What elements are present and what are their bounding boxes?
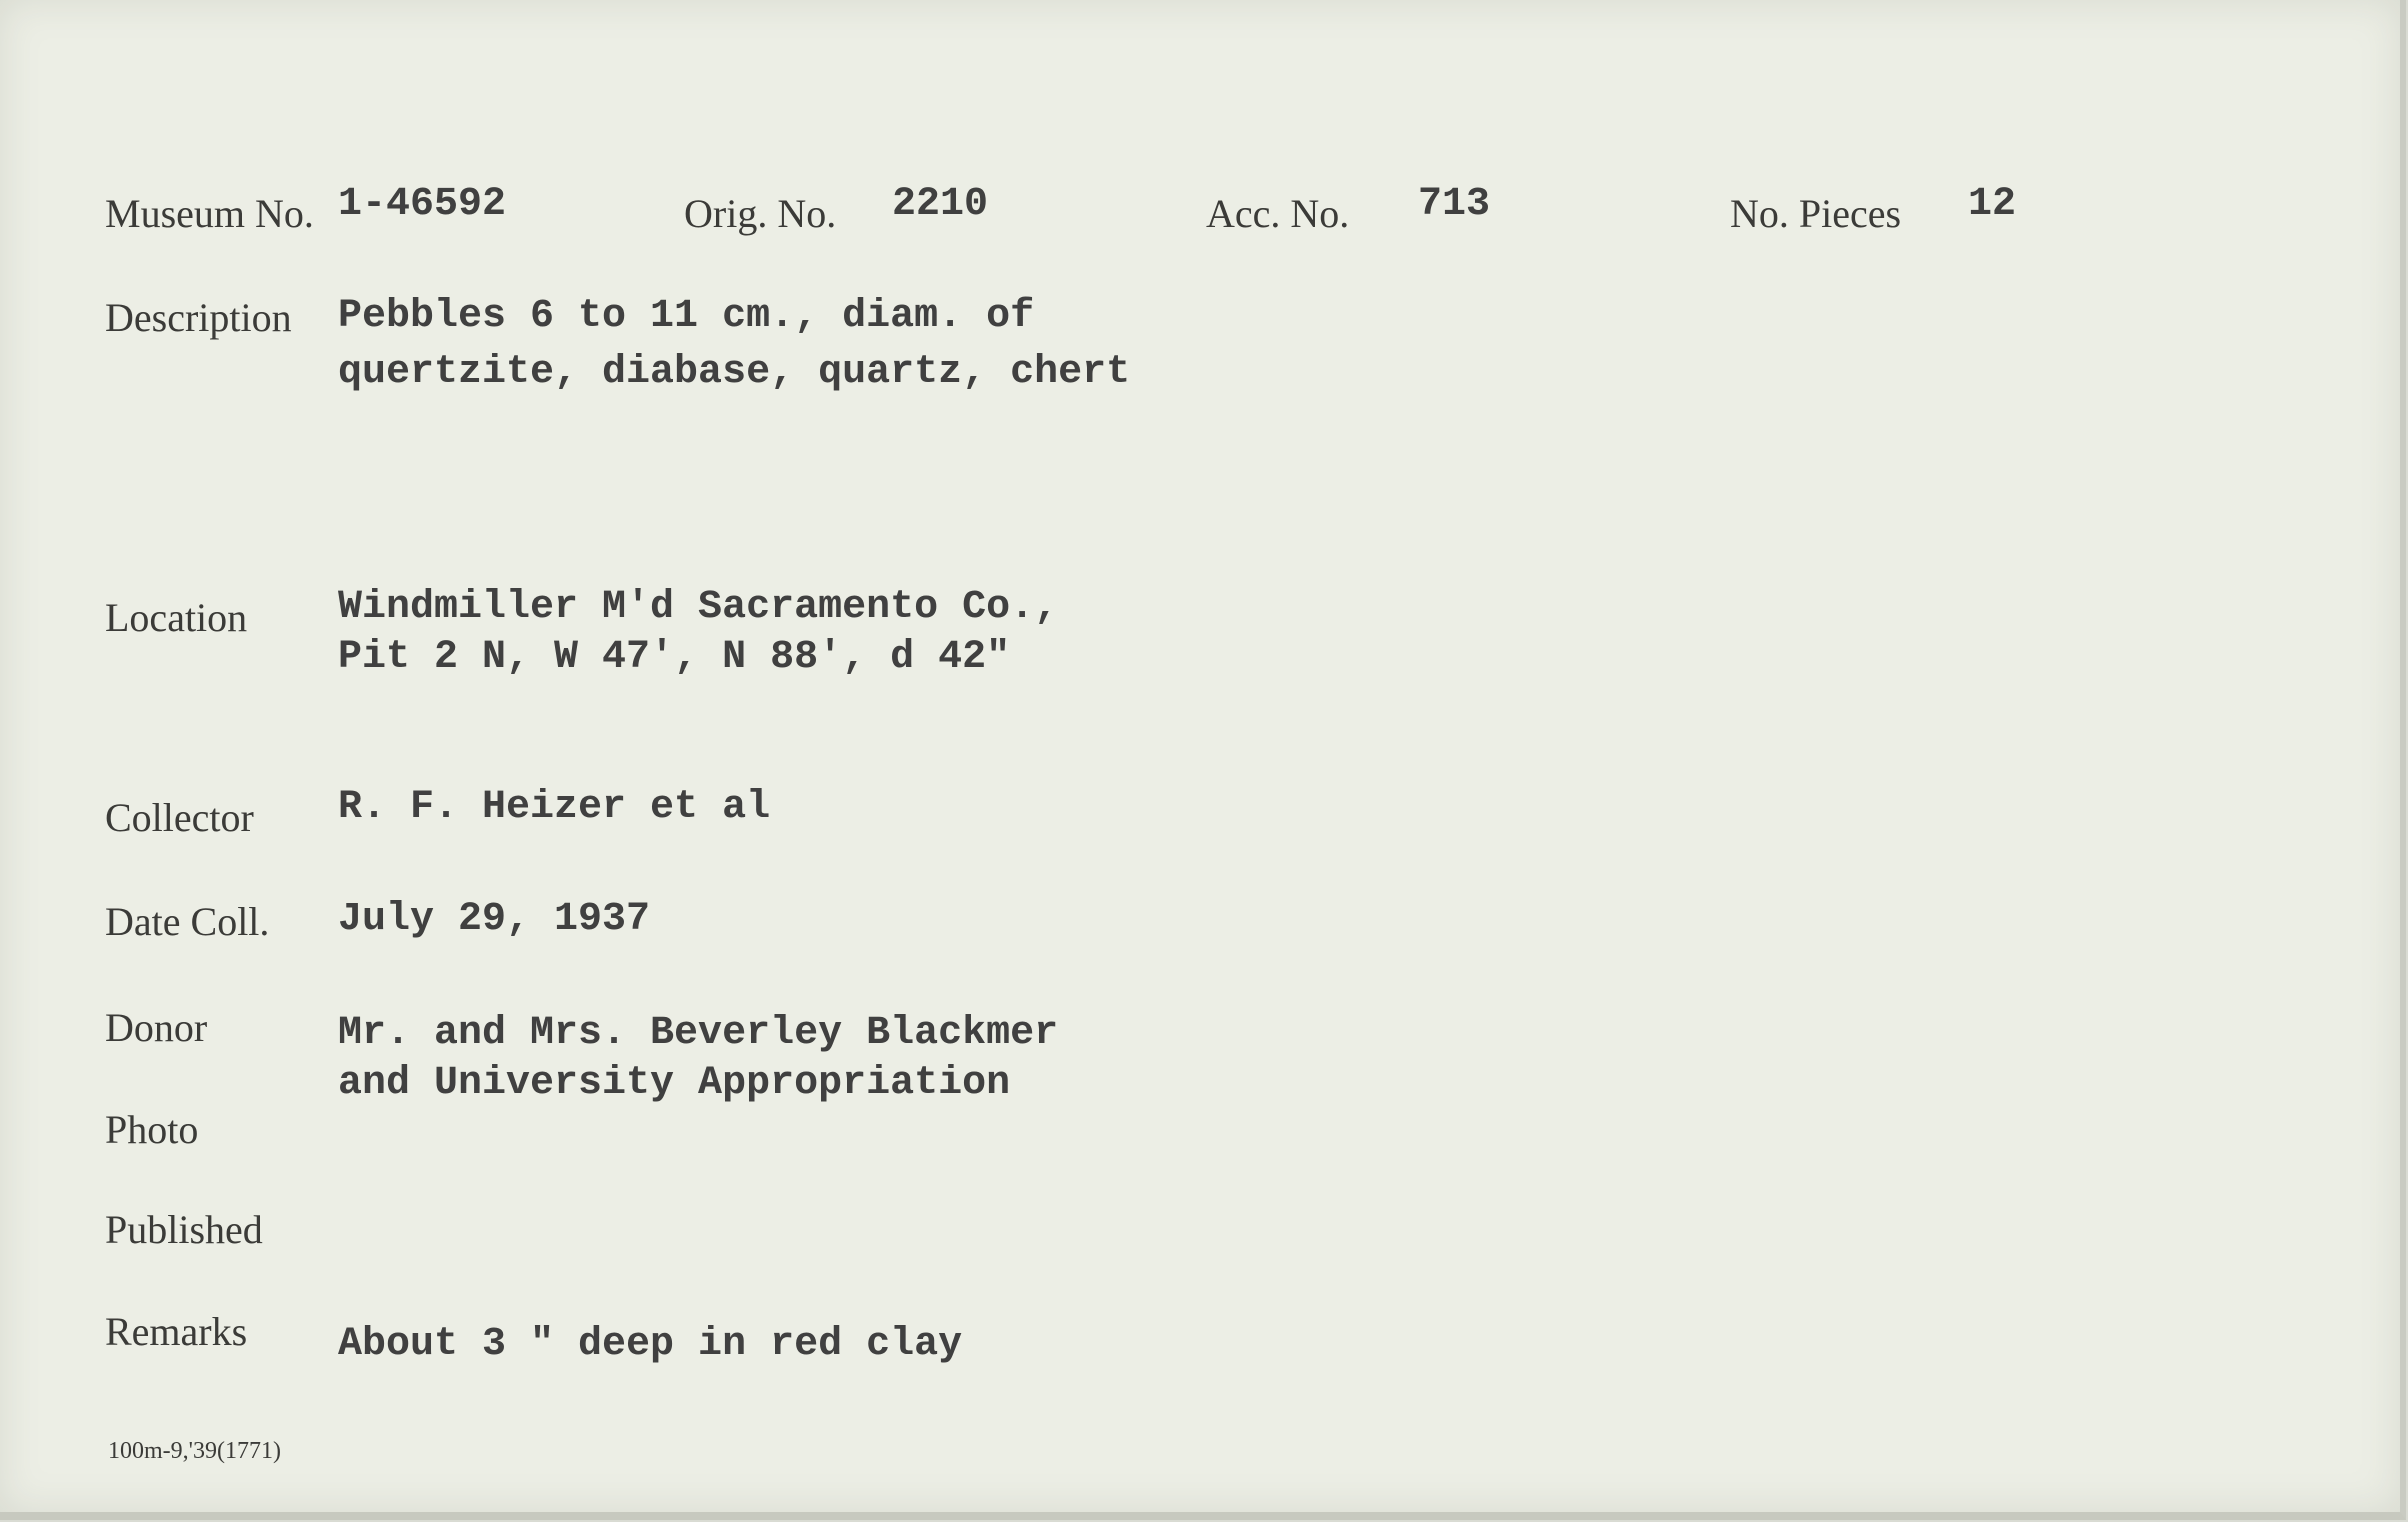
acc-no-value: 713 [1418,182,1491,227]
donor-value [338,1009,1058,1109]
orig-no-value: 2210 [892,182,989,227]
museum-no-value: 1-46592 [338,182,507,227]
donor-line: and University Appropriation [338,1061,1011,1106]
collector-label: Collector [105,795,254,840]
museum-no-label: Museum No. [105,191,314,236]
date-coll-label: Date Coll. [105,899,270,944]
location-line: Pit 2 N, W 47', N 88', d 42" [338,635,1011,680]
acc-no-label: Acc. No. [1206,191,1350,236]
location-line: Windmiller M'd Sacramento Co., [338,585,1059,630]
description-value [338,292,1130,398]
no-pieces-value: 12 [1968,182,2017,227]
date-coll-value: July 29, 1937 [338,897,651,942]
location-label: Location [105,595,248,640]
remarks-value: About 3 " deep in red clay [338,1322,963,1367]
donor-line: Mr. and Mrs. Beverley Blackmer [338,1011,1059,1056]
photo-label: Photo [105,1107,199,1152]
description-label: Description [105,295,292,340]
description-line: Pebbles 6 to 11 cm., diam. of [338,294,1035,339]
description-line: quertzite, diabase, quartz, chert [338,350,1131,395]
collector-value: R. F. Heizer et al [338,785,771,830]
no-pieces-label: No. Pieces [1730,191,1902,236]
orig-no-label: Orig. No. [684,191,837,236]
form-code: 100m-9,'39(1771) [108,1438,281,1464]
published-label: Published [105,1207,263,1252]
remarks-label: Remarks [105,1309,248,1354]
donor-label: Donor [105,1005,208,1050]
location-value [338,583,1058,683]
